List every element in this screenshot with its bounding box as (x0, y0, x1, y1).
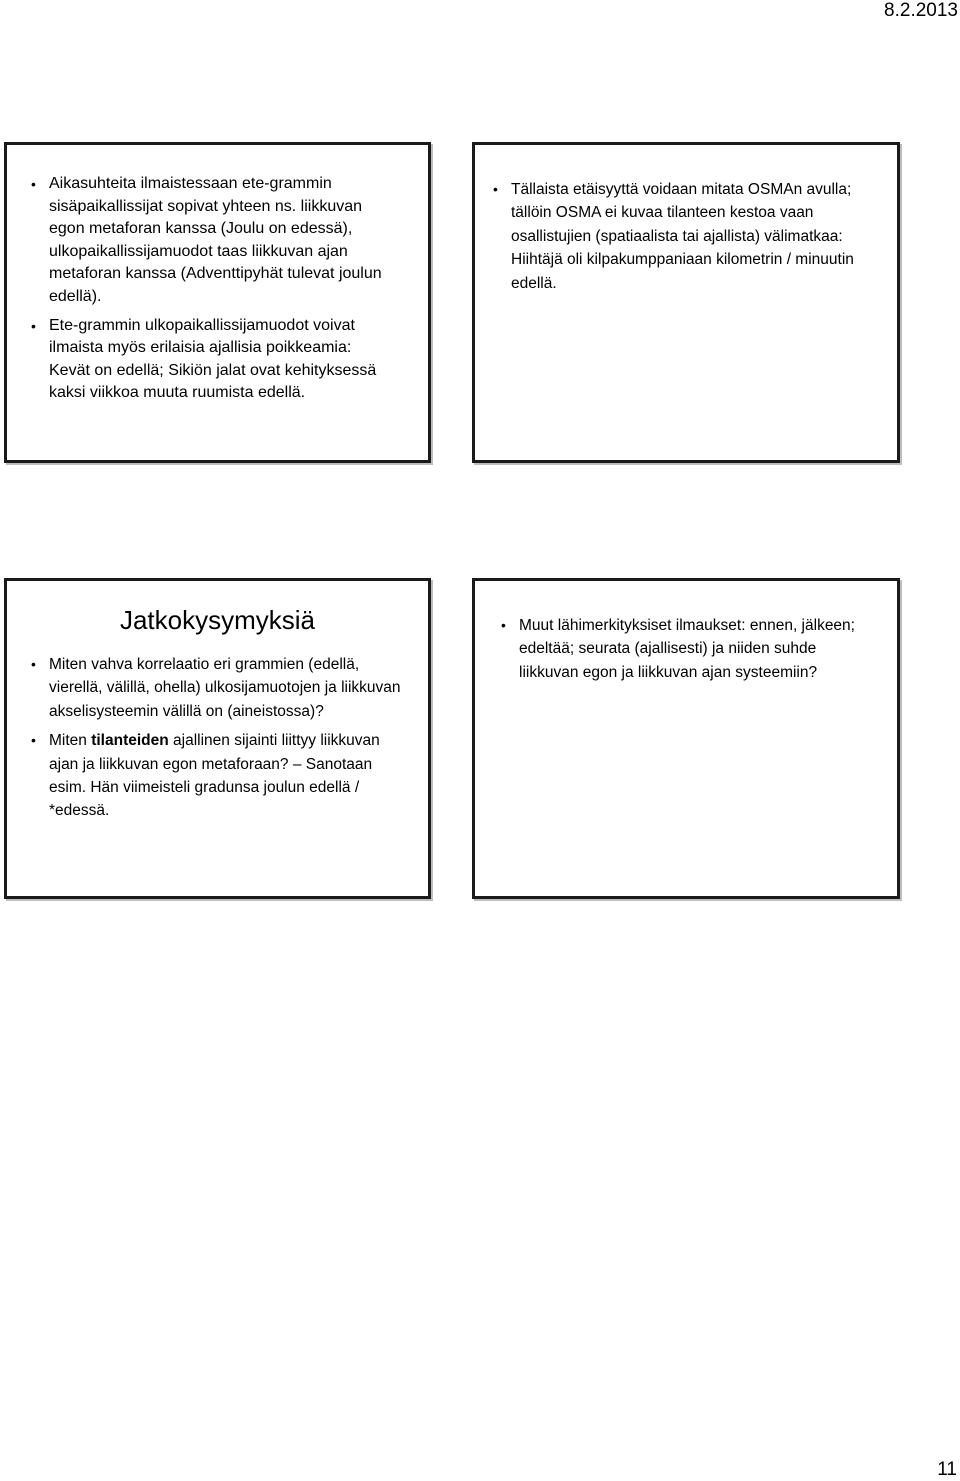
slide-title: Jatkokysymyksiä (119, 605, 316, 635)
slide-1 (4, 142, 431, 463)
bullet-icon: • (31, 732, 36, 749)
page-number: 11 (937, 1459, 957, 1480)
slide-4 (472, 578, 900, 899)
slide-3 (4, 578, 431, 899)
slide-3-bullet-2 (29, 729, 402, 823)
bullet-icon: • (493, 181, 498, 197)
bullet-text: Tällaista etäisyyttä voidaan mitata OSMAn avulla; tällöin OSMA ei kuvaa tilanteen kestoa vaan osallistujien (spatiaalista tai ajallista) välimatkaa: Hiihtäjä oli kilpakumppaniaan kilometrin / minuutin edellä. (511, 181, 854, 292)
slide-2-bullet-list (491, 178, 867, 295)
slide-4-bullet-1 (499, 614, 873, 684)
bullet-text: Ete-grammin ulkopaikallissijamuodot voivat ilmaista myös erilaisia ajallisia poikkeamia: Kevät on edellä; Sikiön jalat ovat kehityksessä kaksi viikkoa muuta ruumista edellä. (49, 316, 377, 402)
document-date: 8.2.2013 (884, 0, 958, 21)
bullet-icon: • (31, 176, 36, 192)
bullet-text: Aikasuhteita ilmaistessaan ete-grammin sisäpaikallissijat sopivat yhteen ns. liikkuvan egon metaforan kanssa (Joulu on edessä), ulkopaikallissijamuodot taas liikkuvan ajan metaforan kanssa (Adventtipyhät tulevat joulun edellä). (49, 175, 382, 305)
slide-2 (472, 142, 900, 463)
bullet-text-end: ajallinen sijainti liittyy liikkuvan ajan ja liikkuvan egon metaforaan? – Sanotaan esim. Hän viimeisteli gradunsa joulun edellä / *edessä. (49, 732, 380, 820)
bullet-icon: • (31, 317, 36, 334)
slide-3-bullet-1 (29, 653, 402, 723)
bullet-text: Miten vahva korrelaatio eri grammien (edellä, vierellä, välillä, ohella) ulkosijamuotojen ja liikkuvan akselisysteemin välillä on (aineistossa)? (49, 656, 401, 720)
slide-3-bullet-list (29, 653, 402, 823)
slide-1-bullet-list (29, 173, 394, 405)
slide-1-bullet-1 (29, 173, 394, 309)
bullet-icon: • (31, 656, 36, 672)
slide-2-bullet-1 (491, 178, 867, 295)
bullet-text-start: Miten (49, 732, 92, 750)
bullet-text: Muut lähimerkityksiset ilmaukset: ennen, jälkeen; edeltää; seurata (ajallisesti) ja niiden suhde liikkuvan egon ja liikkuvan ajan systeemiin? (519, 617, 855, 681)
slide-1-bullet-2 (29, 315, 394, 405)
bullet-text-bold: tilanteiden (91, 732, 169, 750)
slide-4-bullet-list (499, 614, 873, 684)
bullet-icon: • (501, 617, 506, 633)
